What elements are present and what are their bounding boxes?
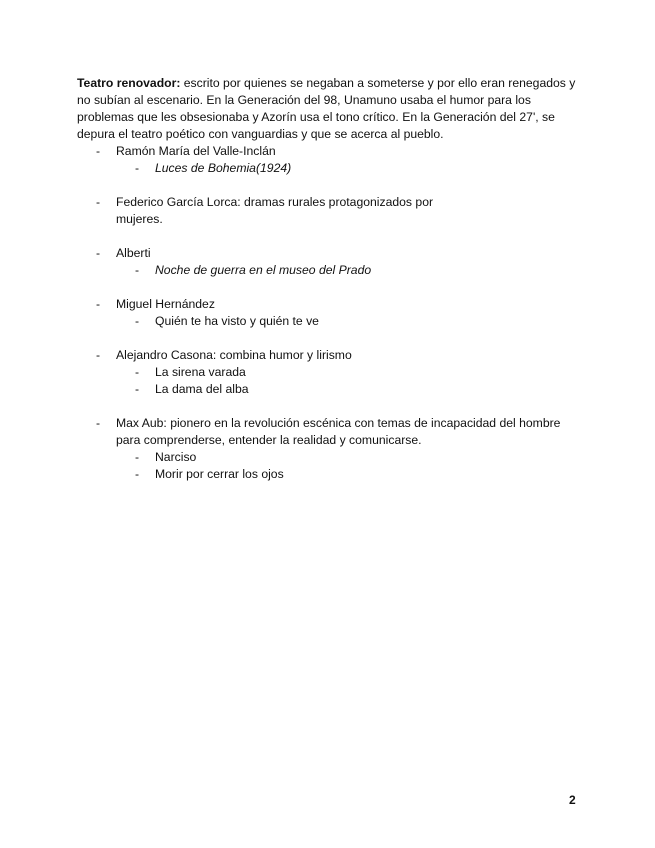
bullet-dash: - [96,416,101,430]
bullet-dash: - [135,382,140,396]
bullet-dash: - [96,297,101,311]
work-title: Noche de guerra en el museo del Prado [155,263,372,277]
work-list [116,313,577,330]
author-list [77,143,577,483]
author-text: Alejandro Casona: combina humor y lirismo [116,348,352,362]
bullet-dash: - [96,246,101,260]
intro-lead: Teatro renovador: [77,76,181,90]
page-number: 2 [569,793,576,807]
work-title: Luces de Bohemia(1924) [155,161,292,175]
work-item [116,262,577,279]
author-text: Ramón María del Valle-Inclán [116,144,276,158]
work-item [116,449,577,466]
bullet-dash: - [135,263,140,277]
work-list [116,160,577,177]
author-text: Alberti [116,246,151,260]
work-title: Quién te ha visto y quién te ve [155,314,319,328]
author-text: Federico García Lorca: dramas rurales protagonizados por mujeres. [116,195,434,226]
bullet-dash: - [96,195,101,209]
intro-text: escrito por quienes se negaban a someterse y por ello eran renegados y no subían al escenario. En la Generación del 98, Unamuno usaba el humor para los problemas que les obsesionaba y Azorín usa el tono crítico. En la Generación del 27', se depura el teatro poético con vanguardias y que se acerca al pueblo. [77,76,576,141]
bullet-dash: - [135,365,140,379]
work-list [116,364,577,398]
work-list [116,262,577,279]
author-item [77,194,577,228]
work-title: La dama del alba [155,382,249,396]
author-text: Max Aub: pionero en la revolución escénica con temas de incapacidad del hombre para comprenderse, entender la realidad y comunicarse. [116,416,561,447]
work-item [116,364,577,381]
author-text: Miguel Hernández [116,297,215,311]
author-item [77,415,577,483]
work-item [116,381,577,398]
bullet-dash: - [135,467,140,481]
work-list [116,449,577,483]
bullet-dash: - [96,144,101,158]
intro-paragraph [77,75,577,143]
bullet-dash: - [135,450,140,464]
author-item [77,296,577,330]
bullet-dash: - [135,314,140,328]
page-content [77,75,577,483]
bullet-dash: - [96,348,101,362]
work-title: La sirena varada [155,365,246,379]
author-item [77,245,577,279]
work-title: Narciso [155,450,197,464]
author-item [77,347,577,398]
work-item [116,313,577,330]
work-item [116,160,577,177]
work-title: Morir por cerrar los ojos [155,467,284,481]
author-item [77,143,577,177]
work-item [116,466,577,483]
bullet-dash: - [135,161,140,175]
